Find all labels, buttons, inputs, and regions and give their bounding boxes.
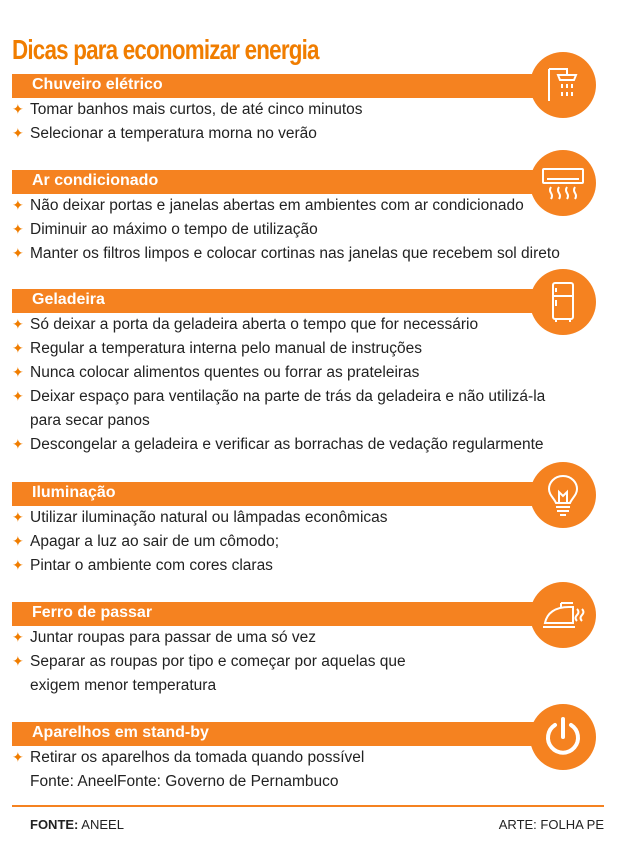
list-item: ✦ Só deixar a porta da geladeira aberta o tempo que for necessário (12, 313, 612, 337)
section-header-bar (12, 170, 538, 194)
list-item: ✦ Deixar espaço para ventilação na parte de trás da geladeira e não utilizá-la para secar panos (12, 385, 612, 433)
bullet-icon: ✦ (12, 510, 24, 526)
footer-credit: ARTE: FOLHA PE (498, 817, 604, 832)
section-header-bar (12, 602, 538, 626)
footer-divider (12, 805, 604, 807)
section-title: Iluminação (32, 484, 116, 501)
list-item: ✦ Nunca colocar alimentos quentes ou forrar as prateleiras (12, 361, 612, 385)
section-header-bar (12, 289, 538, 313)
section-header-bar (12, 482, 538, 506)
bullet-icon: ✦ (12, 630, 24, 646)
bullet-icon: ✦ (12, 317, 24, 333)
section-title: Aparelhos em stand-by (32, 724, 209, 741)
bullet-icon: ✦ (12, 534, 24, 550)
list-item: ✦ Tomar banhos mais curtos, de até cinco minutos (12, 98, 612, 122)
bullet-icon: ✦ (12, 198, 24, 214)
list-item: ✦ Regular a temperatura interna pelo manual de instruções (12, 337, 612, 361)
section-header-bar (12, 74, 538, 98)
section-items (12, 506, 612, 578)
section-items (12, 626, 612, 698)
bullet-icon: ✦ (12, 654, 24, 670)
list-item: ✦ Juntar roupas para passar de uma só vez (12, 626, 612, 650)
page-title: Dicas para economizar energia (12, 34, 319, 65)
bullet-icon: ✦ (12, 365, 24, 381)
section-title: Ferro de passar (32, 604, 153, 621)
bullet-icon: ✦ (12, 750, 24, 766)
section-title: Ar condicionado (32, 172, 159, 189)
bullet-icon: ✦ (12, 222, 24, 238)
list-item: ✦ Utilizar iluminação natural ou lâmpadas econômicas (12, 506, 612, 530)
section-items (12, 194, 612, 266)
bullet-icon: ✦ (12, 246, 24, 262)
list-item: ✦ Apagar a luz ao sair de um cômodo; (12, 530, 612, 554)
list-item: ✦ Selecionar a temperatura morna no verão (12, 122, 612, 146)
bullet-icon: ✦ (12, 437, 24, 453)
list-item: ✦ Pintar o ambiente com cores claras (12, 554, 612, 578)
bullet-icon: ✦ (12, 126, 24, 142)
list-item: ✦ Separar as roupas por tipo e começar por aquelas que exigem menor temperatura (12, 650, 612, 698)
list-item: ✦ Descongelar a geladeira e verificar as borrachas de vedação regularmente (12, 433, 612, 457)
section-items (12, 746, 612, 794)
section-header-bar (12, 722, 538, 746)
list-item: ✦ Manter os filtros limpos e colocar cortinas nas janelas que recebem sol direto (12, 242, 612, 266)
list-item: ✦ Retirar os aparelhos da tomada quando possível Fonte: AneelFonte: Governo de Pernambuco (12, 746, 612, 794)
list-item: ✦ Não deixar portas e janelas abertas em ambientes com ar condicionado (12, 194, 612, 218)
bullet-icon: ✦ (12, 341, 24, 357)
list-item: ✦ Diminuir ao máximo o tempo de utilização (12, 218, 612, 242)
section-items (12, 313, 612, 457)
bullet-icon: ✦ (12, 389, 24, 405)
section-items (12, 98, 612, 146)
bullet-icon: ✦ (12, 558, 24, 574)
bullet-icon: ✦ (12, 102, 24, 118)
section-title: Geladeira (32, 291, 105, 308)
footer-source: FONTE: ANEEL (30, 817, 124, 832)
section-title: Chuveiro elétrico (32, 76, 163, 93)
